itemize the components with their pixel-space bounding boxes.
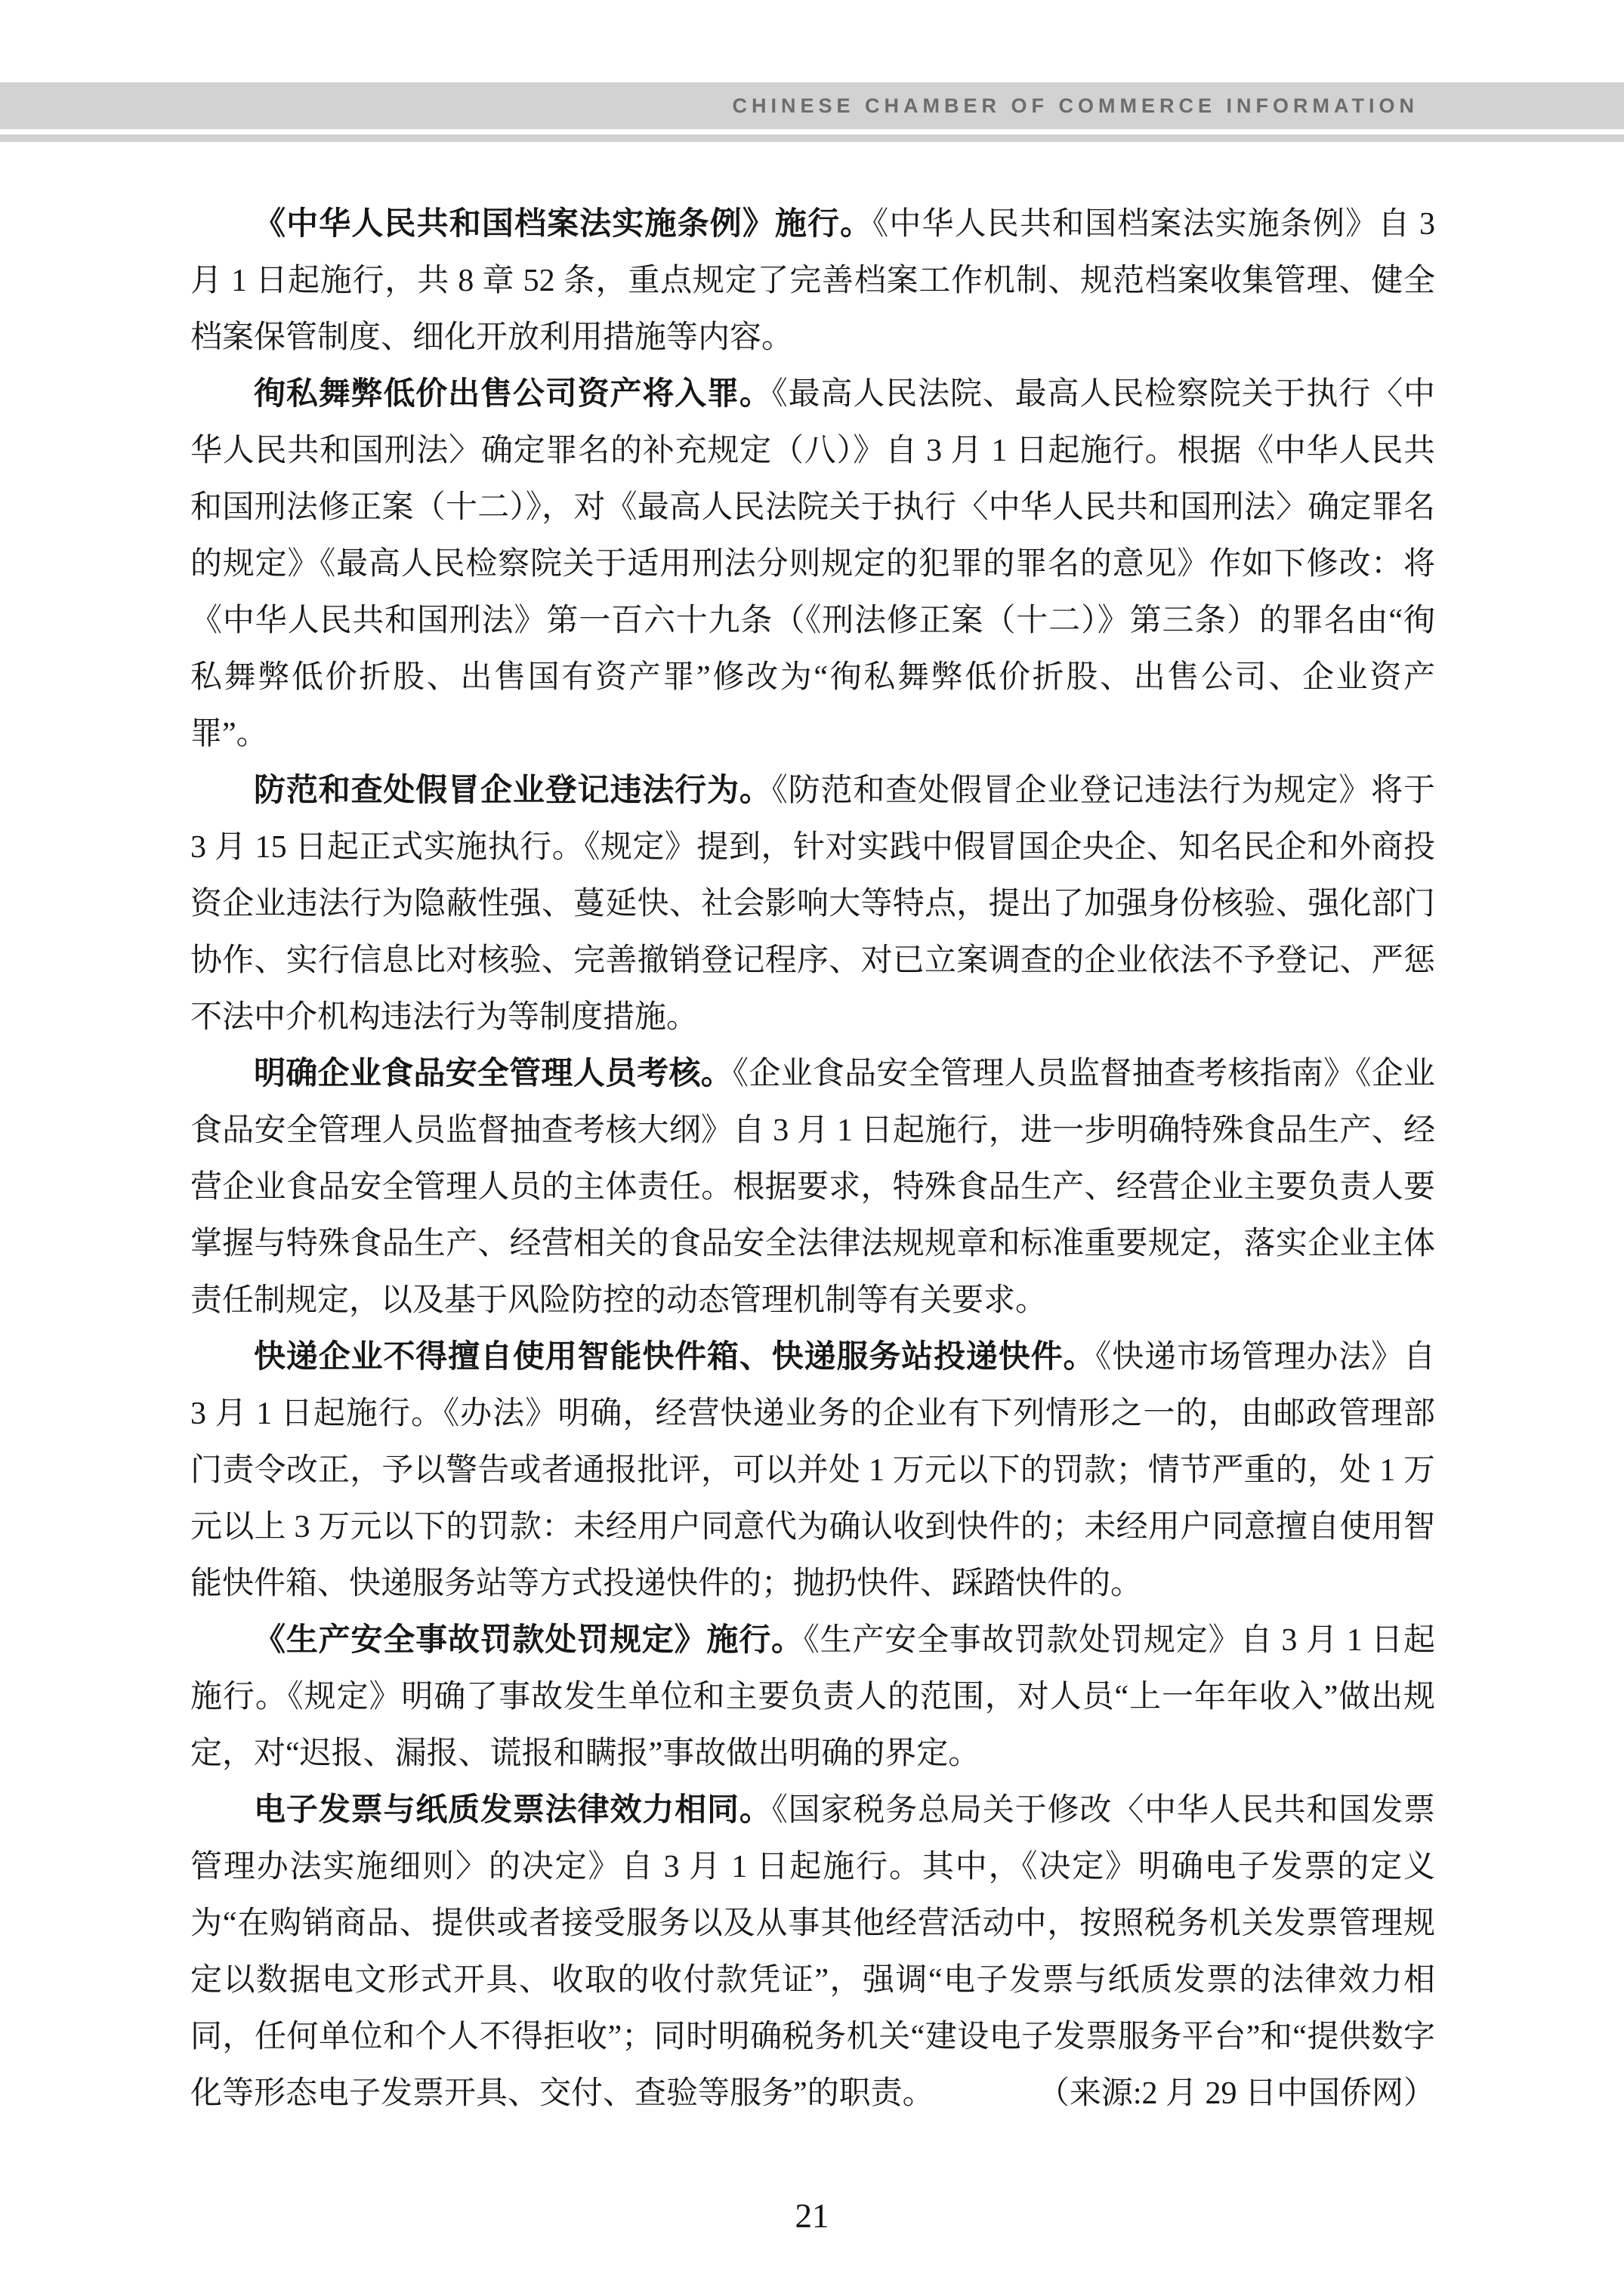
paragraph-text: 《国家税务总局关于修改〈中华人民共和国发票管理办法实施细则〉的决定》自 3 月 1 日起施行。其中，《决定》明确电子发票的定义为“在购销商品、提供或者接受服务以及从事其他经营活动中，按照税务机关发票管理规定以数据电文形式开具、收取的收付款凭证”，强调“电子发票与纸质发票的法律效力相同，任何单位和个人不得拒收”；同时明确税务机关“建设电子发票服务平台”和“提供数字化等形态电子发票开具、交付、查验等服务”的职责。 <box>190 1793 1435 2111</box>
source-note: （来源:2 月 29 日中国侨网） <box>1037 2076 1435 2111</box>
paragraph-lead: 快递企业不得擅自使用智能快件箱、快递服务站投递快件。 <box>254 1340 1096 1375</box>
paragraph-lead: 电子发票与纸质发票法律效力相同。 <box>254 1793 772 1828</box>
paragraph <box>190 366 1435 763</box>
header-rule <box>0 134 1624 142</box>
paragraph-text: 《最高人民法院、最高人民检察院关于执行〈中华人民共和国刑法〉确定罪名的补充规定（八）》自 3 月 1 日起施行。根据《中华人民共和国刑法修正案（十二）》，对《最高人民法院关于执行〈中华人民共和国刑法〉确定罪名的规定》《最高人民检察院关于适用刑法分则规定的犯罪的罪名的意见》作如下修改：将《中华人民共和国刑法》第一百六十九条（《刑法修正案（十二）》第三条）的罪名由“徇私舞弊低价折股、出售国有资产罪”修改为“徇私舞弊低价折股、出售公司、企业资产罪”。 <box>190 377 1435 751</box>
paragraph <box>190 196 1435 366</box>
paragraph <box>190 1046 1435 1329</box>
paragraph-text: 《企业食品安全管理人员监督抽查考核指南》《企业食品安全管理人员监督抽查考核大纲》自 3 月 1 日起施行，进一步明确特殊食品生产、经营企业食品安全管理人员的主体责任。根据要求，特殊食品生产、经营企业主要负责人要掌握与特殊食品生产、经营相关的食品安全法律法规规章和标准重要规定，落实企业主体责任制规定，以及基于风险防控的动态管理机制等有关要求。 <box>190 1057 1435 1318</box>
paragraph-text: 《生产安全事故罚款处罚规定》自 3 月 1 日起施行。《规定》明确了事故发生单位和主要负责人的范围，对人员“上一年年收入”做出规定，对“迟报、漏报、谎报和瞒报”事故做出明确的界定。 <box>190 1623 1435 1771</box>
header-band <box>0 82 1624 129</box>
paragraph-lead: 徇私舞弊低价出售公司资产将入罪。 <box>254 377 772 412</box>
paragraph-text: 《快递市场管理办法》自 3 月 1 日起施行。《办法》明确，经营快递业务的企业有下列情形之一的，由邮政管理部门责令改正，予以警告或者通报批评，可以并处 1 万元以下的罚款；情节严重的，处 1 万元以上 3 万元以下的罚款：未经用户同意代为确认收到快件的；未经用户同意擅自使用智能快件箱、快递服务站等方式投递快件的；抛扔快件、踩踏快件的。 <box>190 1340 1435 1601</box>
paragraph-lead: 《中华人民共和国档案法实施条例》施行。 <box>254 207 873 242</box>
article-body <box>190 196 1435 2122</box>
paragraph-list <box>190 196 1435 2122</box>
paragraph <box>190 1613 1435 1782</box>
paragraph-lead: 明确企业食品安全管理人员考核。 <box>254 1057 733 1091</box>
paragraph-lead: 防范和查处假冒企业登记违法行为。 <box>254 773 772 808</box>
paragraph <box>190 1329 1435 1613</box>
paragraph-text: 《防范和查处假冒企业登记违法行为规定》将于 3 月 15 日起正式实施执行。《规定》提到，针对实践中假冒国企央企、知名民企和外商投资企业违法行为隐蔽性强、蔓延快、社会影响大等特点，提出了加强身份核验、强化部门协作、实行信息比对核验、完善撤销登记程序、对已立案调查的企业依法不予登记、严惩不法中介机构违法行为等制度措施。 <box>190 773 1435 1035</box>
paragraph <box>190 763 1435 1046</box>
paragraph-lead: 《生产安全事故罚款处罚规定》施行。 <box>254 1623 804 1658</box>
header-banner-text: CHINESE CHAMBER OF COMMERCE INFORMATION <box>732 94 1419 117</box>
paragraph-text: 《中华人民共和国档案法实施条例》自 3 月 1 日起施行，共 8 章 52 条，重点规定了完善档案工作机制、规范档案收集管理、健全档案保管制度、细化开放利用措施等内容。 <box>190 207 1435 355</box>
page-number: 21 <box>795 2197 829 2235</box>
